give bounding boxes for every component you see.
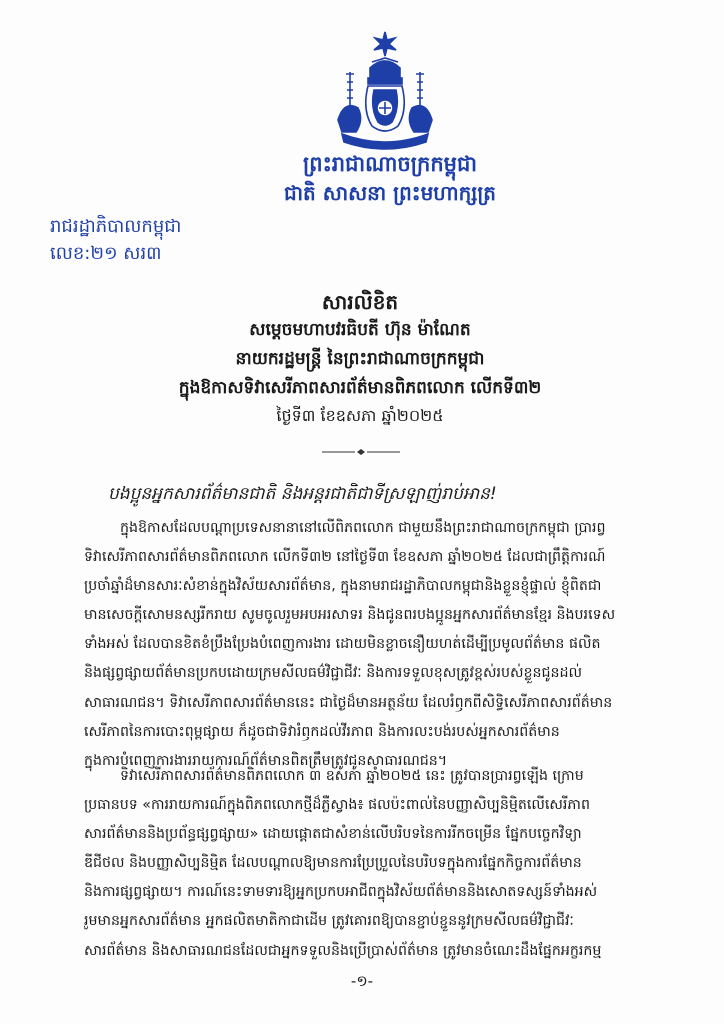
letter-date: ថ្ងៃទី៣ ខែឧសភា ឆ្នាំ២០២៥ bbox=[276, 406, 444, 425]
paragraph-line: និងការផ្សព្វផ្សាយ។ ការណ៍នេះទាមទារឱ្យអ្នកប្រកបអាជីពក្នុងវិស័យព័ត៌មាននិងសោតទស្សន៍ទាំងអស់ bbox=[84, 884, 598, 901]
paragraph-line: និងផ្សព្វផ្សាយព័ត៌មានប្រកបដោយក្រមសីលធម៌វិជ្ជាជីវៈ និងការទទួលខុសត្រូវខ្ពស់របស់ខ្លួនជូនដល់ bbox=[84, 665, 583, 682]
paragraph-line: ទិវាសេរីភាពសារព័ត៌មានពិភពលោក លើកទី៣២ នៅថ្ងៃទី៣ ខែឧសភា ឆ្នាំ២០២៥ ដែលជាព្រឹត្តិការណ៍ bbox=[84, 549, 606, 566]
paragraph-line: រួមមានអ្នកសារព័ត៌មាន អ្នកផលិតមាតិកាជាដើម ត្រូវគោរពឱ្យបានខ្ជាប់ខ្ជួននូវក្រមសីលធម៌វិជ្ជាជីវៈ bbox=[84, 913, 574, 930]
author-name: សម្ដេចមហាបវរធិបតី ហ៊ុន ម៉ាណែត bbox=[249, 320, 471, 340]
royal-emblem-icon bbox=[330, 28, 440, 153]
paragraph-line: ក្នុងឱកាសដែលបណ្ដាប្រទេសនានានៅលើពិភពលោក ជាមួយនឹងព្រះរាជាណាចក្រកម្ពុជា ប្រារព្វ bbox=[120, 520, 606, 536]
government-label: រាជរដ្ឋាភិបាលកម្ពុជា bbox=[50, 216, 182, 237]
national-motto: ជាតិ សាសនា ព្រះមហាក្សត្រ bbox=[284, 181, 496, 205]
ornamental-divider bbox=[322, 447, 400, 457]
paragraph-line: ទាំងអស់ ដែលបានខិតខំប្រឹងប្រែងបំពេញការងារ ដោយមិនខ្លាចនឿយហត់ដើម្បីប្រមូលព័ត៌មាន ផលិត bbox=[84, 636, 601, 653]
paragraph-line: សារព័ត៌មាន និងសាធារណជនដែលជាអ្នកទទួលនិងប្រើប្រាស់ព័ត៌មាន ត្រូវមានចំណេះដឹងផ្នែកអក្ខរកម្ម bbox=[84, 942, 602, 959]
paragraph-line: ក្នុងការបំពេញការងាររាយការណ៍ព័ត៌មានពិតត្រឹមត្រូវជូនសាធារណជន។ bbox=[84, 752, 448, 769]
reference-number: លេខ:២១ សរ៣ bbox=[50, 243, 162, 264]
paragraph-line: សាធារណជន។ ទិវាសេរីភាពសារព័ត៌មាននេះ ជាថ្ងៃដ៏មានអត្ថន័យ ដែលរំឭកពីសិទ្ធិសេរីភាពសារព័ត៌មាន bbox=[84, 694, 613, 711]
document-type-title: សារលិខិត bbox=[321, 290, 399, 314]
occasion-line: ក្នុងឱកាសទិវាសេរីភាពសារព័ត៌មានពិភពលោក លើកទី៣២ bbox=[178, 378, 542, 398]
paragraph-line: ប្រចាំឆ្នាំដ៏មានសារៈសំខាន់ក្នុងវិស័យសារព័ត៌មាន, ក្នុងនាមរាជរដ្ឋាភិបាលកម្ពុជានិងខ្លួនខ្ញុំផ្ទាល់ ខ្ញុំពិតជា bbox=[84, 578, 602, 595]
kingdom-name: ព្រះរាជាណាចក្រកម្ពុជា bbox=[302, 152, 477, 176]
paragraph-1 bbox=[84, 514, 652, 776]
paragraph-line: ប្រធានបទ «ការរាយការណ៍ក្នុងពិភពលោកថ្មីដ៏ភ្លឺស្វាង៖ ផលប៉ះពាល់នៃបញ្ញាសិប្បនិម្មិតលើសេរីភាព bbox=[84, 797, 590, 814]
paragraph-line: មានសេចក្ដីសោមនស្សរីករាយ សូមចូលរួមអបអរសាទរ និងជូនពរបងប្អូនអ្នកសារព័ត៌មានខ្មែរ និងបរទេស bbox=[84, 607, 616, 624]
author-position: នាយករដ្ឋមន្ត្រី នៃព្រះរាជាណាចក្រកម្ពុជា bbox=[235, 349, 485, 369]
page-number: -១- bbox=[350, 972, 374, 990]
paragraph-line: សារព័ត៌មាននិងប្រព័ន្ធផ្សព្វផ្សាយ» ដោយផ្ដោតជាសំខាន់លើបរិបទនៃការរីកចម្រើន ផ្នែកបច្ចេកវិទ្យា bbox=[84, 826, 582, 843]
salutation: បងប្អូនអ្នកសារព័ត៌មានជាតិ និងអន្តរជាតិជាទីស្រឡាញ់រាប់អាន! bbox=[108, 484, 497, 504]
paragraph-2 bbox=[84, 762, 652, 966]
paragraph-line: ទិវាសេរីភាពសារព័ត៌មានពិភពលោក ៣ ឧសភា ឆ្នាំ២០២៥ នេះ ត្រូវបានប្រារព្វឡើង ក្រោម bbox=[120, 768, 584, 784]
paragraph-line: សេរីភាពនៃការបោះពុម្ពផ្សាយ ក៏ដូចជាទិវារំឭកដល់វីរភាព និងការលះបង់របស់អ្នកសារព័ត៌មាន bbox=[84, 723, 560, 740]
paragraph-line: ឌីជីថល និងបញ្ញាសិប្បនិម្មិត ដែលបណ្ដាលឱ្យមានការប្រែប្រួលនៃបរិបទក្នុងការផ្នែកកិច្ចការព័ត៌មាន bbox=[84, 855, 582, 872]
